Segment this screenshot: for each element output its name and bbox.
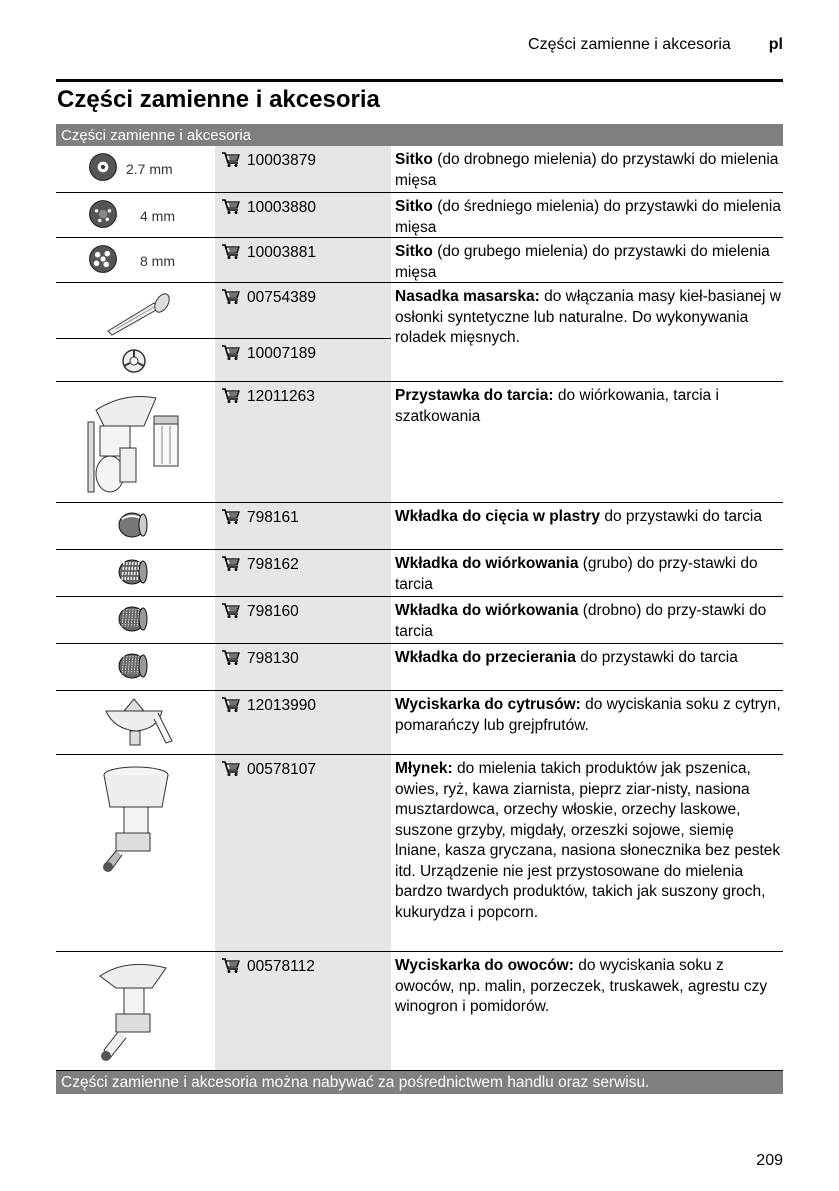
page-number: 209 [756,1152,783,1169]
drum-insert-icon [116,650,152,682]
order-number-cell [215,382,391,502]
part-description: (do średniego mielenia) do przystawki do mielenia mięsa [395,198,781,236]
order-number-cell [215,755,391,951]
sieve-size-label: 8 mm [140,253,175,269]
description-cell [391,503,783,549]
table-row [56,193,783,238]
part-description: do wiórkowania, tarcia i szatkowania [395,387,719,425]
cart-icon [221,244,247,261]
description-cell [391,597,783,643]
table-row [56,644,783,691]
part-description: (grubo) do przy-stawki do tarcia [395,555,758,593]
description-cell [391,691,783,754]
table-row [56,691,783,755]
running-title: Części zamienne i akcesoria [528,36,731,53]
language-tag: pl [768,36,783,53]
order-number-cell [215,952,391,1070]
part-name: Wkładka do wiórkowania [395,602,579,619]
order-number: 10003880 [247,199,316,216]
order-number: 798162 [247,556,299,573]
cart-icon [221,697,247,714]
table-head: Części zamienne i akcesoria [56,124,783,146]
order-number: 00754389 [247,289,316,306]
order-number: 12011263 [247,388,315,405]
citrus-press-icon [100,697,176,749]
part-image-cell [56,691,215,754]
part-description: do włączania masy kieł-basianej w osłonki syntetyczne lub naturalne. Do wykonywania roladek mięsnych. [395,288,781,346]
part-image-cell [56,952,215,1070]
table-row [56,238,783,283]
table-row [56,382,783,503]
drum-insert-icon [116,556,152,588]
drum-insert-icon [116,603,152,635]
table-body [56,146,783,1071]
table-row [56,755,783,952]
order-number: 798160 [247,603,299,620]
cart-icon [221,556,247,573]
sieve-disc-icon [88,244,118,274]
part-description: do wyciskania soku z owoców, np. malin, porzeczek, truskawek, agrestu czy winogron i pomidorów. [395,957,768,1015]
part-name: Nasadka masarska: [395,288,540,305]
part-name: Wyciskarka do owoców: [395,957,574,974]
table-foot: Części zamienne i akcesoria można nabywać za pośrednictwem handlu oraz serwisu. [56,1071,783,1094]
cart-icon [221,152,247,169]
part-image-cell [56,339,215,381]
part-image-cell [56,283,215,339]
description-cell [391,644,783,690]
description-cell [391,952,783,1070]
order-number: 10003879 [247,152,316,169]
order-number-cell [215,691,391,754]
part-image-cell [56,550,215,596]
running-header [56,36,783,54]
part-description: (do drobnego mielenia) do przystawki do mielenia mięsa [395,151,779,189]
table-row [56,283,783,346]
order-number-cell [215,644,391,690]
part-name: Wkładka do cięcia w plastry [395,508,601,525]
order-number: 12013990 [247,697,316,714]
sieve-size-label: 4 mm [140,208,175,224]
header-rule [56,79,783,82]
part-name: Sitko [395,243,433,260]
order-number-cell [215,503,391,549]
order-number-cell [215,193,391,237]
part-name: Przystawka do tarcia: [395,387,554,404]
description-cell [391,382,783,502]
part-description: (do grubego mielenia) do przystawki do mielenia mięsa [395,243,770,281]
part-image-cell [56,755,215,951]
part-name: Wkładka do wiórkowania [395,555,579,572]
shredder-attachment-icon [84,386,194,498]
cart-icon [221,958,247,975]
order-number-cell [215,146,391,192]
part-image-cell [56,597,215,643]
description-cell [391,550,783,596]
fruit-press-icon [96,958,176,1064]
part-name: Wkładka do przecierania [395,649,576,666]
part-name: Sitko [395,151,433,168]
order-number-cell [215,238,391,282]
part-description: do przystawki do tarcia [600,508,762,525]
part-image-cell [56,382,215,502]
table-row [56,597,783,644]
order-number: 00578107 [247,761,316,778]
description-cell [391,146,783,192]
order-number: 10003881 [247,244,316,261]
cart-icon [221,388,247,405]
order-number: 00578112 [247,958,315,975]
page-title: Części zamienne i akcesoria [57,86,380,113]
description-cell [391,193,783,237]
order-number-cell [215,339,391,381]
part-image-cell [56,238,215,282]
sausage-horn-icon [104,291,178,337]
table-row [56,503,783,550]
order-number: 798130 [247,650,299,667]
sieve-disc-icon [88,152,118,182]
grain-mill-icon [96,763,176,875]
slicing-insert-icon [116,509,152,541]
parts-table [56,124,783,1094]
part-name: Wyciskarka do cytrusów: [395,696,581,713]
table-row [56,952,783,1071]
cart-icon [221,509,247,526]
cart-icon [221,289,247,306]
order-number: 10007189 [247,345,316,362]
part-name: Sitko [395,198,433,215]
description-cell [391,755,783,951]
part-description: (drobno) do przy-stawki do tarcia [395,602,767,640]
table-row [56,146,783,193]
part-description: do mielenia takich produktów jak pszenica, owies, ryż, kawa ziarnista, pieprz ziar-nisty, nasiona musztardowca, orzechy włoskie, orzechy laskowe, suszone grzyby, migdały, orzeszki sojowe, siemię lniane, kasza gryczana, nasiona słonecznika bez pestek itd. Urządzenie nie jest przystosowane do mielenia bardzo twardych produktów, takich jak suszony groch, kukurydza i popcorn. [395,760,781,921]
order-number: 798161 [247,509,299,526]
cart-icon [221,761,247,778]
order-number-cell [215,283,391,339]
cart-icon [221,199,247,216]
order-number-cell [215,550,391,596]
part-image-cell [56,146,215,192]
part-image-cell [56,503,215,549]
part-name: Młynek: [395,760,453,777]
cart-icon [221,603,247,620]
order-number-cell [215,597,391,643]
spacer-ring-icon [120,347,148,375]
description-cell [391,283,783,381]
cart-icon [221,345,247,362]
part-description: do wyciskania soku z cytryn, pomarańczy lub grejpfrutów. [395,696,781,734]
part-image-cell [56,193,215,237]
sieve-size-label: 2.7 mm [126,161,173,177]
sieve-disc-icon [88,199,118,229]
part-description: do przystawki do tarcia [575,649,738,666]
cart-icon [221,650,247,667]
description-cell [391,238,783,282]
table-row [56,550,783,597]
part-image-cell [56,644,215,690]
